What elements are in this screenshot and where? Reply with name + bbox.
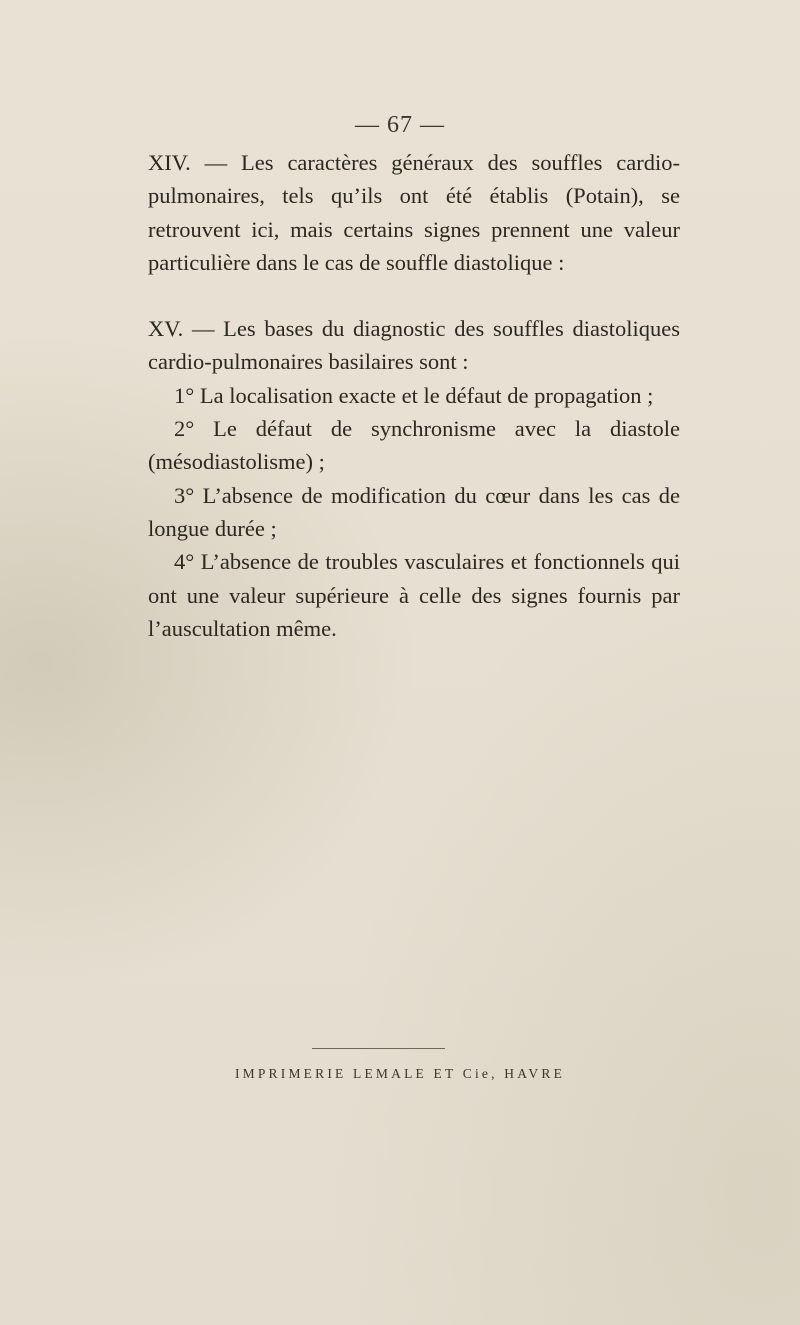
section-xiv-paragraph: XIV. — Les caractères généraux des souffles cardio-pulmonaires, tels qu’ils ont été établis (Potain), se retrouvent ici, mais certains signes prennent une valeur particulière dans le cas de souffle diastolique : (148, 150, 680, 275)
section-xv-paragraph: XV. — Les bases du diagnostic des souffles diastoliques cardio-pulmonaires basilaires sont : (148, 316, 680, 375)
list-item: 4° L’absence de troubles vasculaires et fonctionnels qui ont une valeur supérieure à celle des signes fournis par l’auscultation même. (148, 549, 680, 641)
list-item: 2° Le défaut de synchronisme avec la diastole (mésodiastolisme) ; (148, 416, 680, 475)
list-item: 1° La localisation exacte et le défaut de propagation ; (174, 382, 654, 408)
page-number: — 67 — (355, 112, 445, 138)
body-text (148, 146, 680, 645)
printer-imprint: IMPRIMERIE LEMALE ET Cie, HAVRE (234, 1066, 566, 1081)
list-item: 3° L’absence de modification du cœur dans les cas de longue durée ; (148, 482, 680, 541)
footer-divider (312, 1048, 445, 1049)
